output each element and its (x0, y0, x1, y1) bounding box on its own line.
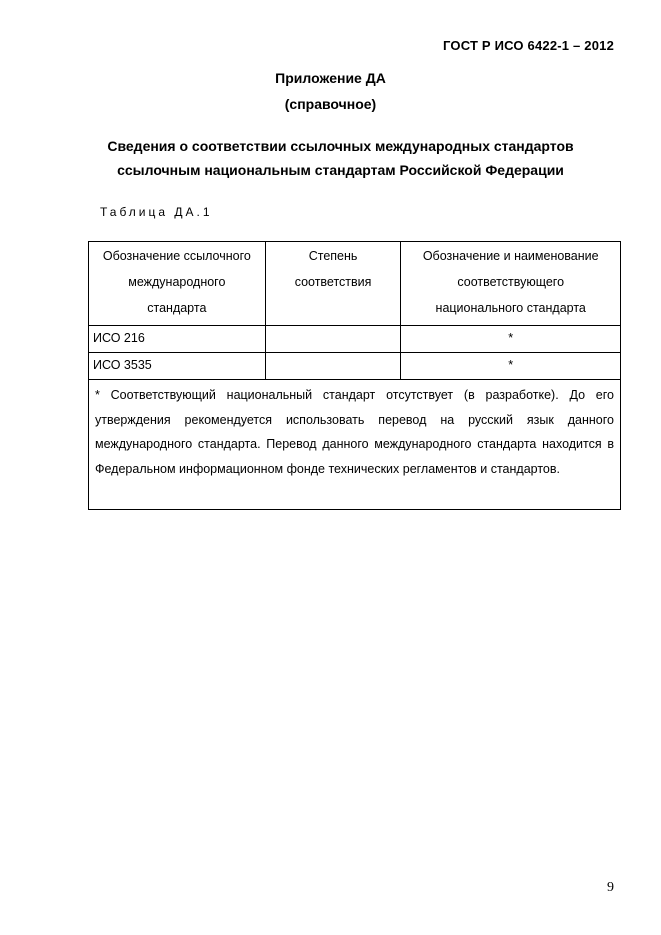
header-line: соответствующего (457, 275, 565, 289)
header-line: международного (128, 275, 226, 289)
header-line: Степень (308, 249, 358, 263)
header-cell-degree (265, 242, 401, 326)
table-row (89, 353, 621, 380)
section-heading-line-1: Сведения о соответствии ссылочных международных стандартов (107, 138, 574, 154)
table-row (89, 326, 621, 353)
annex-type: (справочное) (284, 96, 377, 112)
table-footnote: * Соответствующий национальный стандарт отсутствует (в разработке). До его утверждения рекомендуется использовать перевод на русский язык данного международного стандарта. Перевод данного международного стандарта находится в Федеральном информационном фонде технических регламентов и стандартов. (89, 380, 621, 510)
page-number: 9 (607, 880, 614, 895)
cell-national: * (401, 353, 621, 380)
document-code: ГОСТ Р ИСО 6422-1 – 2012 (443, 38, 614, 53)
cell-degree (265, 326, 401, 353)
header-line: национального стандарта (435, 301, 586, 315)
cell-designation: ИСО 216 (89, 326, 266, 353)
header-line: соответствия (294, 275, 372, 289)
cell-designation: ИСО 3535 (89, 353, 266, 380)
table-header-row (89, 242, 621, 326)
cell-degree (265, 353, 401, 380)
header-line: Обозначение и наименование (422, 249, 599, 263)
header-line: Обозначение ссылочного (102, 249, 251, 263)
section-heading-line-2: ссылочным национальным стандартам Российской Федерации (117, 162, 564, 178)
section-heading (0, 134, 661, 182)
annex-title: Приложение ДА (275, 70, 386, 86)
header-line: стандарта (147, 301, 207, 315)
header-cell-national (401, 242, 621, 326)
header-cell-designation (89, 242, 266, 326)
table-note-row (89, 380, 621, 510)
correspondence-table (88, 241, 621, 510)
table-caption: Таблица ДА.1 (100, 205, 213, 219)
cell-national: * (401, 326, 621, 353)
